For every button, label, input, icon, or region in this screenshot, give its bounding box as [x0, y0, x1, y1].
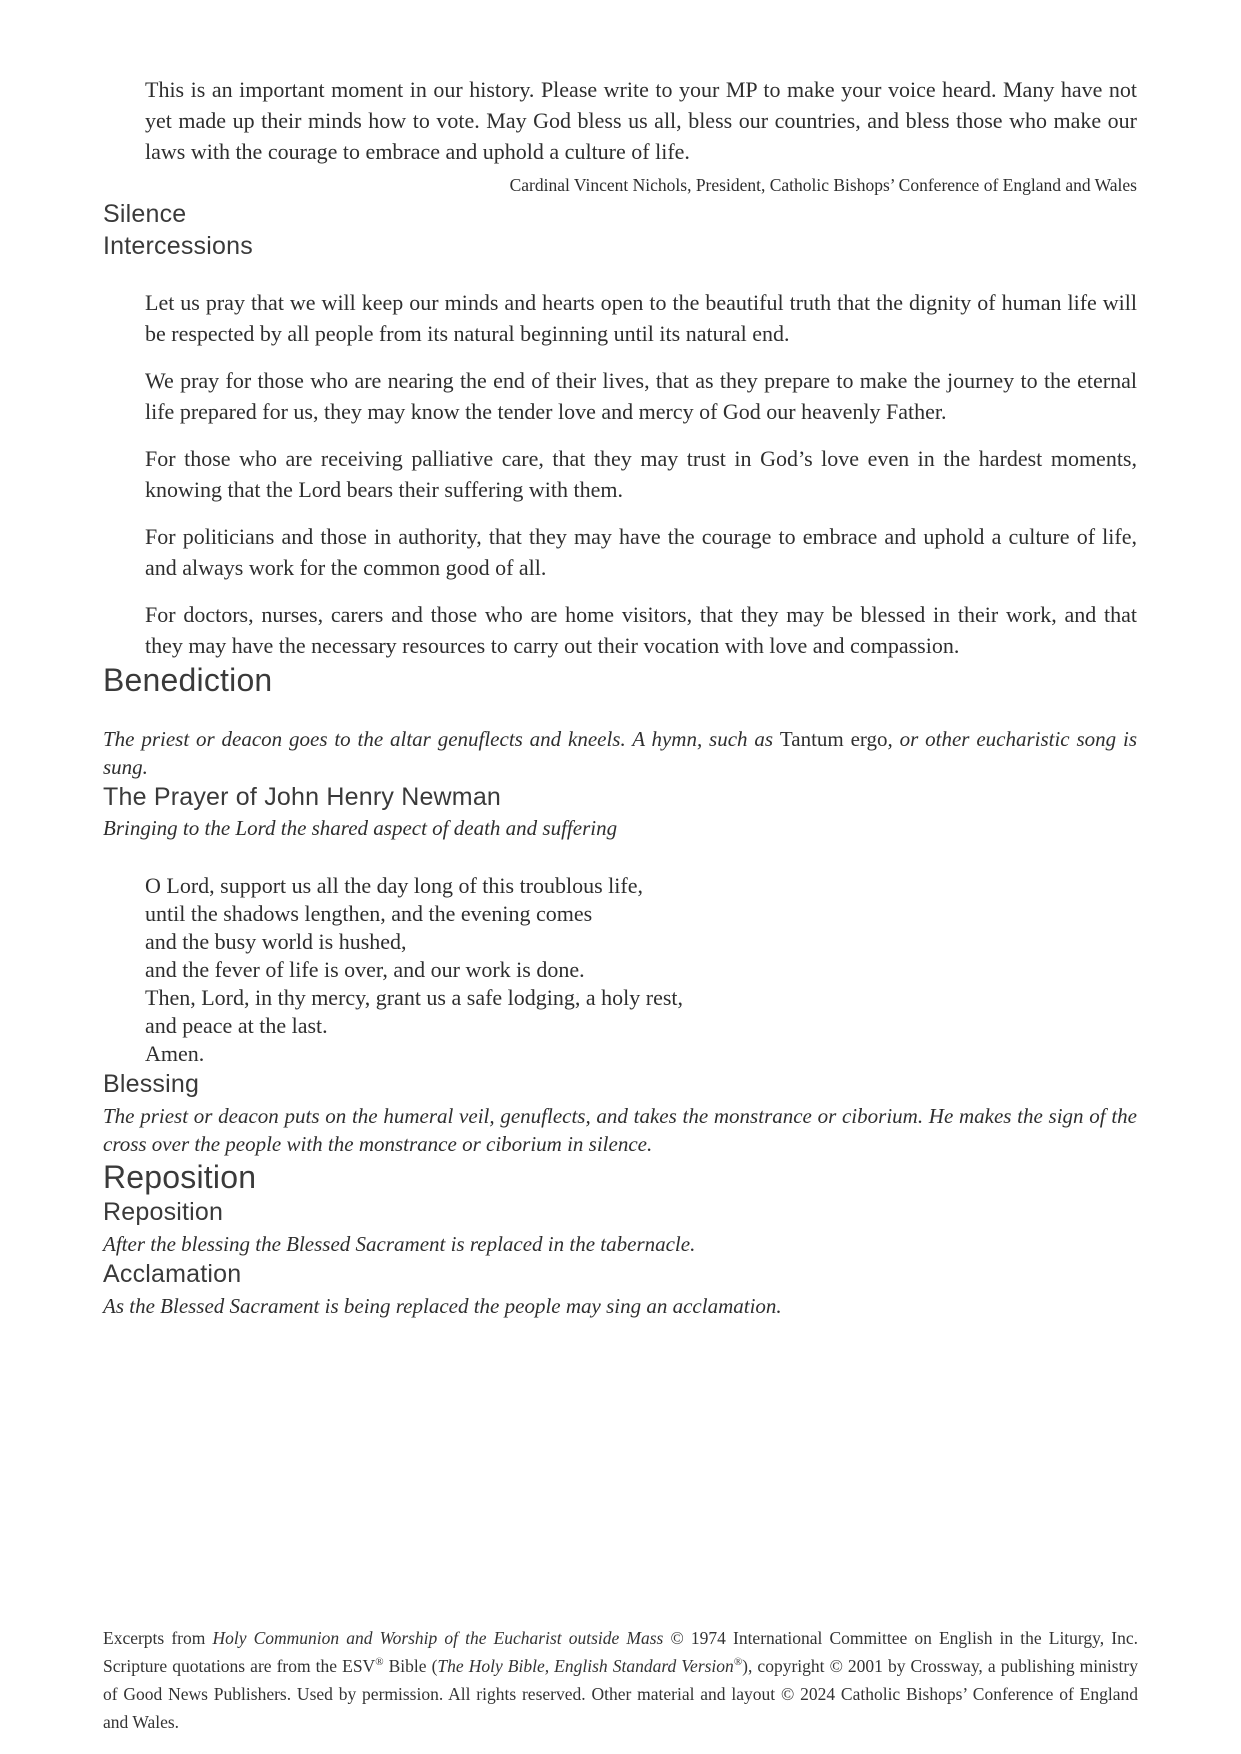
reposition-heading: Reposition	[103, 1198, 224, 1226]
footer-title-italic: Holy Communion and Worship of the Eucharist outside Mass	[212, 1628, 664, 1648]
footer-bible-title-italic: The Holy Bible, English Standard Version	[437, 1656, 734, 1676]
benediction-rubric	[103, 725, 1137, 781]
intercessions-paragraphs	[145, 287, 1137, 661]
newman-prayer-heading: The Prayer of John Henry Newman	[103, 783, 502, 811]
intercession-paragraph: For those who are receiving palliative care, that they may trust in God’s love even in the hardest moments, knowing that the Lord bears their suffering with them.	[145, 446, 1137, 502]
poem-line: Then, Lord, in thy mercy, grant us a safe lodging, a holy rest,	[145, 985, 684, 1010]
poem-line: and peace at the last.	[145, 1013, 328, 1038]
footer-part5: Bible (	[383, 1656, 438, 1676]
quote-attribution: Cardinal Vincent Nichols, President, Catholic Bishops’ Conference of England and Wales	[509, 175, 1137, 195]
acclamation-heading: Acclamation	[103, 1260, 242, 1288]
benediction-rubric-part3: , or other eucharistic song is sung.	[103, 727, 1137, 779]
footer-registered-mark-2: ®	[733, 1656, 743, 1669]
newman-prayer-poem	[145, 872, 1137, 1068]
poem-line: Amen.	[145, 1041, 205, 1066]
blessing-heading: Blessing	[103, 1070, 200, 1098]
footer-registered-mark: ®	[375, 1656, 384, 1669]
poem-line: O Lord, support us all the day long of this troublous life,	[145, 873, 643, 898]
blessing-rubric: The priest or deacon puts on the humeral veil, genuflects, and takes the monstrance or ciborium. He makes the sign of the cross over the people with the monstrance or ciborium in silence.	[103, 1104, 1137, 1156]
poem-line: and the fever of life is over, and our work is done.	[145, 957, 585, 982]
footer-copyright	[103, 1624, 1138, 1736]
intercession-paragraph: Let us pray that we will keep our minds and hearts open to the beautiful truth that the dignity of human life will be respected by all people from its natural beginning until its natural end.	[145, 290, 1137, 346]
intercessions-heading: Intercessions	[103, 232, 253, 260]
footer-part1: Excerpts from	[103, 1628, 213, 1648]
benediction-heading: Benediction	[103, 662, 273, 698]
silence-heading: Silence	[103, 200, 187, 228]
quote-paragraph: This is an important moment in our history. Please write to your MP to make your voice heard. Many have not yet made up their minds how to vote. May God bless us all, bless our countries, and bless those who make our laws with the courage to embrace and uphold a culture of life.	[145, 77, 1137, 164]
benediction-rubric-roman: Tantum ergo	[779, 727, 888, 751]
reposition-section-heading: Reposition	[103, 1159, 257, 1195]
intercession-paragraph: For politicians and those in authority, that they may have the courage to embrace and uphold a culture of life, and always work for the common good of all.	[145, 524, 1137, 580]
footer-part3: © 1974 International Committee on English in the Liturgy, Inc. Scripture quotations are from the ESV	[103, 1628, 1138, 1676]
newman-prayer-subtitle: Bringing to the Lord the shared aspect of death and suffering	[103, 816, 618, 840]
footer-part8: ), copyright © 2001 by Crossway, a publishing ministry of Good News Publishers. Used by permission. All rights reserved. Other material and layout © 2024 Catholic Bishops’ Conference of England and Wales.	[103, 1656, 1138, 1732]
benediction-rubric-part1: The priest or deacon goes to the altar genuflects and kneels. A hymn, such as	[103, 727, 780, 751]
intercession-paragraph: For doctors, nurses, carers and those who are home visitors, that they may be blessed in their work, and that they may have the necessary resources to carry out their vocation with love and compassion.	[145, 602, 1137, 658]
reposition-rubric: After the blessing the Blessed Sacrament is replaced in the tabernacle.	[103, 1232, 696, 1256]
acclamation-rubric: As the Blessed Sacrament is being replaced the people may sing an acclamation.	[103, 1294, 782, 1318]
intercession-paragraph: We pray for those who are nearing the end of their lives, that as they prepare to make the journey to the eternal life prepared for us, they may know the tender love and mercy of God our heavenly Father.	[145, 368, 1137, 424]
quote-block	[145, 74, 1137, 167]
poem-line: until the shadows lengthen, and the evening comes	[145, 901, 593, 926]
poem-line: and the busy world is hushed,	[145, 929, 407, 954]
